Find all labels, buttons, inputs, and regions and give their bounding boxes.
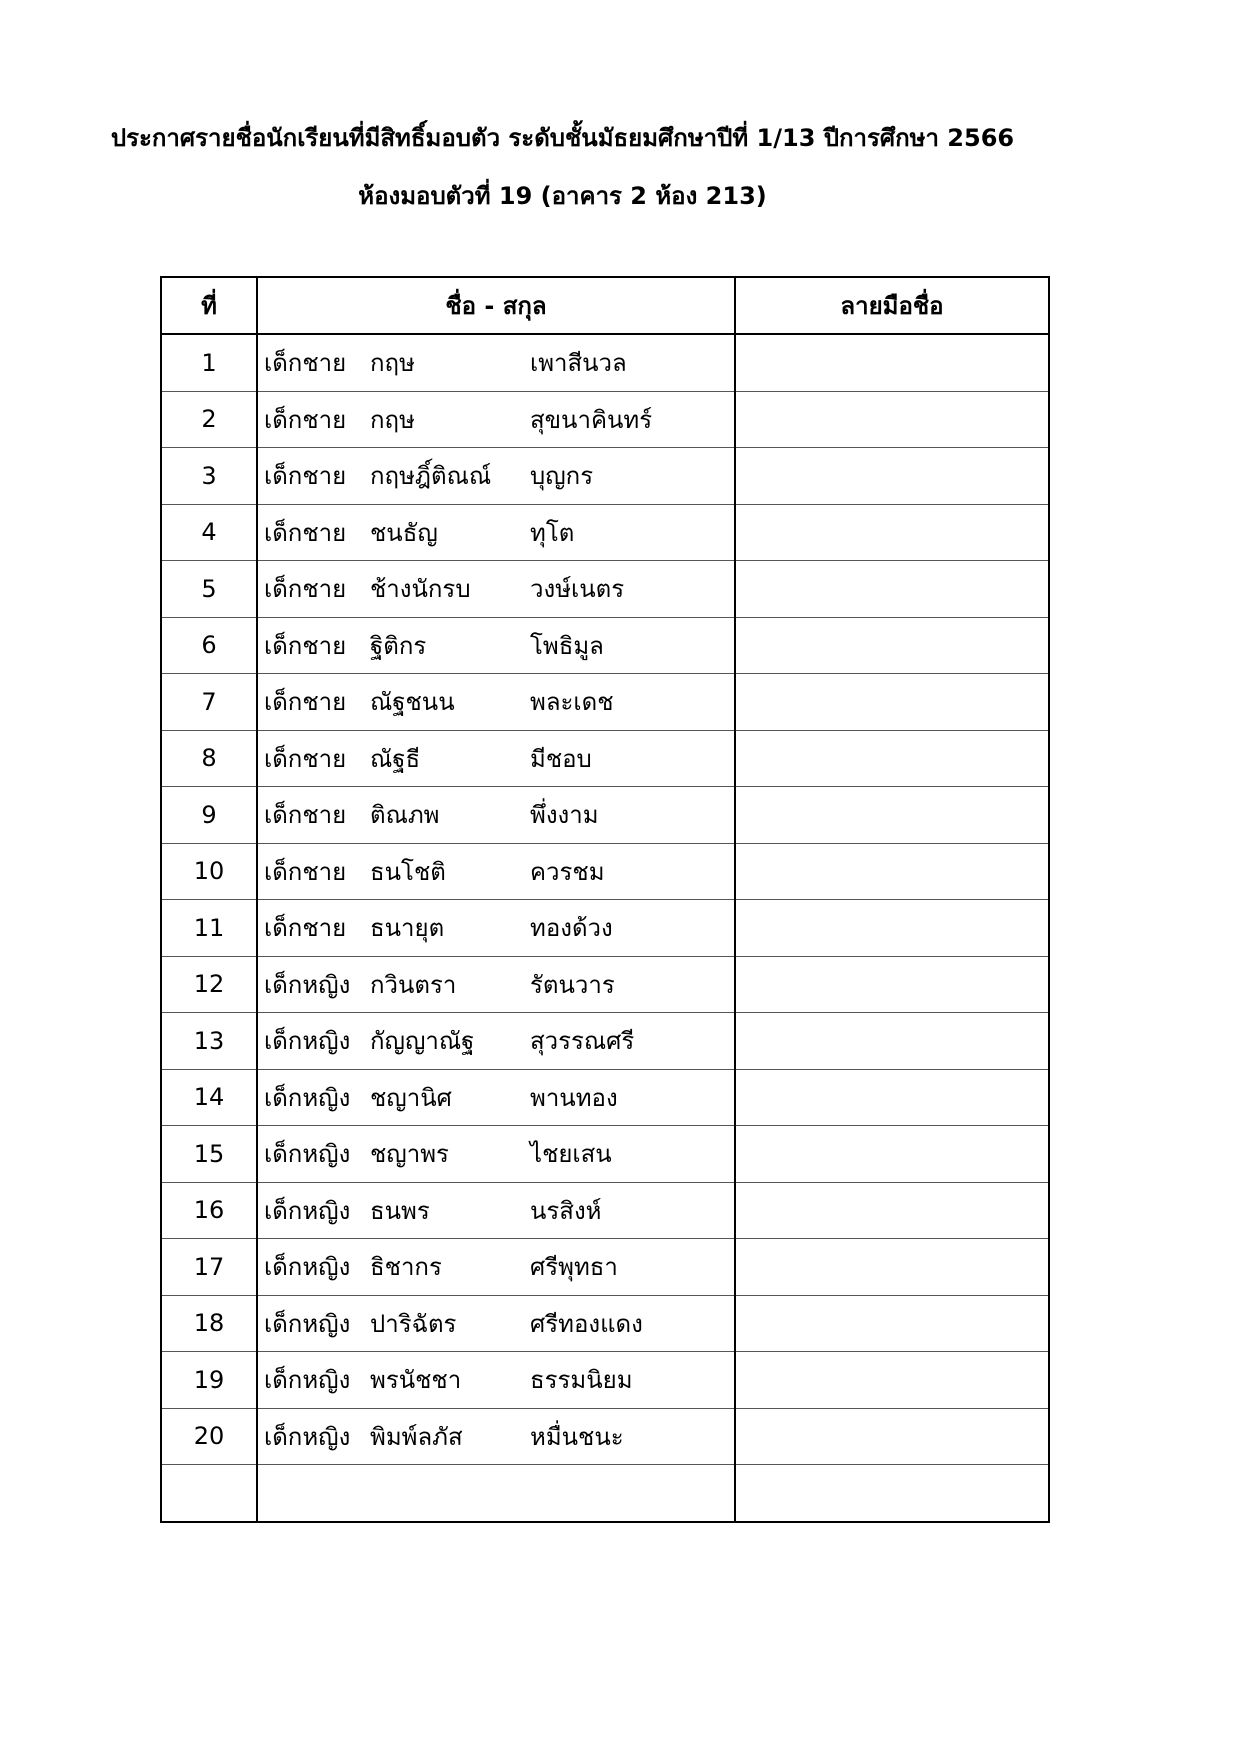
student-name-cell — [257, 1465, 735, 1522]
row-number: 18 — [161, 1295, 257, 1352]
first-name: ชญานิศ — [370, 1083, 452, 1112]
row-number: 20 — [161, 1408, 257, 1465]
table-row — [161, 1239, 1049, 1296]
signature-cell — [735, 504, 1049, 561]
table-row — [161, 334, 1049, 391]
first-name: ปาริฉัตร — [370, 1309, 457, 1338]
row-number: 10 — [161, 843, 257, 900]
first-name: ฐิติกร — [370, 631, 427, 660]
signature-cell — [735, 843, 1049, 900]
row-number: 8 — [161, 730, 257, 787]
signature-cell — [735, 617, 1049, 674]
table-row — [161, 1013, 1049, 1070]
signature-cell — [735, 1465, 1049, 1522]
row-number: 2 — [161, 391, 257, 448]
signature-cell — [735, 900, 1049, 957]
table-row — [161, 617, 1049, 674]
table-row — [161, 1465, 1049, 1522]
last-name: พึ่งงาม — [530, 801, 599, 830]
student-name-cell — [257, 674, 735, 731]
student-name-cell — [257, 1239, 735, 1296]
first-name: กฤษ — [370, 349, 415, 378]
first-name: ณัฐชนน — [370, 688, 455, 717]
student-name-cell — [257, 1182, 735, 1239]
signature-cell — [735, 334, 1049, 391]
name-prefix: เด็กหญิง — [264, 1140, 351, 1169]
first-name: กวินตรา — [370, 970, 457, 999]
last-name: นรสิงห์ — [530, 1196, 602, 1225]
signature-cell — [735, 787, 1049, 844]
first-name: กฤษ — [370, 405, 415, 434]
signature-cell — [735, 1295, 1049, 1352]
name-prefix: เด็กชาย — [264, 688, 347, 717]
name-prefix: เด็กชาย — [264, 405, 347, 434]
first-name: ติณภพ — [370, 801, 440, 830]
signature-cell — [735, 1013, 1049, 1070]
table-row — [161, 1069, 1049, 1126]
row-number: 15 — [161, 1126, 257, 1183]
last-name: ธรรมนิยม — [530, 1366, 633, 1395]
name-prefix: เด็กชาย — [264, 914, 347, 943]
last-name: บุญกร — [530, 462, 594, 491]
table-row — [161, 1408, 1049, 1465]
student-name-cell — [257, 956, 735, 1013]
name-prefix: เด็กหญิง — [264, 1196, 351, 1225]
table-row — [161, 1295, 1049, 1352]
signature-cell — [735, 730, 1049, 787]
student-name-cell — [257, 1126, 735, 1183]
table-row — [161, 504, 1049, 561]
first-name: ชญาพร — [370, 1140, 449, 1169]
signature-cell — [735, 391, 1049, 448]
last-name: เพาสีนวล — [530, 349, 627, 378]
student-name-cell — [257, 391, 735, 448]
first-name: ณัฐธี — [370, 744, 421, 773]
header-full-name: ชื่อ - สกุล — [257, 277, 735, 334]
name-prefix: เด็กหญิง — [264, 1366, 351, 1395]
name-prefix: เด็กหญิง — [264, 1422, 351, 1451]
row-number: 1 — [161, 334, 257, 391]
last-name: รัตนวาร — [530, 970, 615, 999]
first-name: ชนธัญ — [370, 518, 438, 547]
signature-cell — [735, 1182, 1049, 1239]
name-prefix: เด็กหญิง — [264, 1083, 351, 1112]
row-number: 5 — [161, 561, 257, 618]
name-prefix: เด็กชาย — [264, 349, 347, 378]
row-number: 6 — [161, 617, 257, 674]
row-number: 9 — [161, 787, 257, 844]
first-name: พรนัชชา — [370, 1366, 462, 1395]
table-row — [161, 843, 1049, 900]
student-name-cell — [257, 1352, 735, 1409]
student-name-cell — [257, 843, 735, 900]
last-name: ไชยเสน — [530, 1140, 612, 1169]
last-name: ศรีทองแดง — [530, 1309, 643, 1338]
announcement-title: ประกาศรายชื่อนักเรียนที่มีสิทธิ์มอบตัว ระดับชั้นมัธยมศึกษาปีที่ 1/13 ปีการศึกษา 2566 — [110, 124, 1015, 152]
table-row — [161, 561, 1049, 618]
signature-cell — [735, 956, 1049, 1013]
table-header-row — [161, 277, 1049, 334]
name-prefix: เด็กชาย — [264, 462, 347, 491]
row-number: 17 — [161, 1239, 257, 1296]
row-number: 14 — [161, 1069, 257, 1126]
row-number: 4 — [161, 504, 257, 561]
table-body — [161, 334, 1049, 1522]
first-name: ช้างนักรบ — [370, 575, 471, 604]
header-number: ที่ — [161, 277, 257, 334]
last-name: ศรีพุทธา — [530, 1253, 618, 1282]
last-name: วงษ์เนตร — [530, 575, 625, 604]
name-prefix: เด็กชาย — [264, 518, 347, 547]
last-name: ควรชม — [530, 857, 605, 886]
row-number: 3 — [161, 448, 257, 505]
student-name-cell — [257, 1013, 735, 1070]
signature-cell — [735, 1408, 1049, 1465]
table-row — [161, 1182, 1049, 1239]
last-name: พละเดช — [530, 688, 614, 717]
first-name: กัญญาณัฐ — [370, 1027, 475, 1056]
last-name: สุขนาคินทร์ — [530, 405, 653, 434]
first-name: ธนายุต — [370, 914, 445, 943]
row-number: 11 — [161, 900, 257, 957]
name-prefix: เด็กชาย — [264, 857, 347, 886]
student-name-cell — [257, 561, 735, 618]
row-number: 7 — [161, 674, 257, 731]
student-roster-table — [160, 276, 1050, 1523]
last-name: ทุโต — [530, 518, 575, 547]
signature-cell — [735, 1239, 1049, 1296]
student-name-cell — [257, 1295, 735, 1352]
student-name-cell — [257, 787, 735, 844]
row-number: 13 — [161, 1013, 257, 1070]
row-number: 19 — [161, 1352, 257, 1409]
last-name: โพธิมูล — [530, 631, 604, 660]
row-number — [161, 1465, 257, 1522]
table-row — [161, 787, 1049, 844]
student-name-cell — [257, 448, 735, 505]
student-name-cell — [257, 504, 735, 561]
student-name-cell — [257, 1408, 735, 1465]
name-prefix: เด็กชาย — [264, 801, 347, 830]
first-name: พิมพ์ลภัส — [370, 1422, 463, 1451]
last-name: พานทอง — [530, 1083, 618, 1112]
last-name: สุวรรณศรี — [530, 1027, 635, 1056]
last-name: หมื่นชนะ — [530, 1422, 624, 1451]
student-name-cell — [257, 334, 735, 391]
table-row — [161, 448, 1049, 505]
student-name-cell — [257, 617, 735, 674]
name-prefix: เด็กชาย — [264, 631, 347, 660]
signature-cell — [735, 674, 1049, 731]
student-name-cell — [257, 730, 735, 787]
signature-cell — [735, 1352, 1049, 1409]
signature-cell — [735, 561, 1049, 618]
name-prefix: เด็กชาย — [264, 575, 347, 604]
first-name: ธนโชติ — [370, 857, 446, 886]
first-name: ธนพร — [370, 1196, 430, 1225]
name-prefix: เด็กหญิง — [264, 1027, 351, 1056]
name-prefix: เด็กชาย — [264, 744, 347, 773]
row-number: 16 — [161, 1182, 257, 1239]
table-row — [161, 900, 1049, 957]
table-row — [161, 730, 1049, 787]
row-number: 12 — [161, 956, 257, 1013]
header-signature: ลายมือชื่อ — [735, 277, 1049, 334]
student-name-cell — [257, 1069, 735, 1126]
first-name: ธิชากร — [370, 1253, 442, 1282]
name-prefix: เด็กหญิง — [264, 1253, 351, 1282]
room-subtitle: ห้องมอบตัวที่ 19 (อาคาร 2 ห้อง 213) — [358, 182, 767, 210]
table-row — [161, 956, 1049, 1013]
table-row — [161, 1126, 1049, 1183]
table-row — [161, 391, 1049, 448]
student-name-cell — [257, 900, 735, 957]
name-prefix: เด็กหญิง — [264, 970, 351, 999]
signature-cell — [735, 1126, 1049, 1183]
last-name: ทองด้วง — [530, 914, 613, 943]
table-row — [161, 1352, 1049, 1409]
table-row — [161, 674, 1049, 731]
last-name: มีชอบ — [530, 744, 592, 773]
signature-cell — [735, 1069, 1049, 1126]
signature-cell — [735, 448, 1049, 505]
name-prefix: เด็กหญิง — [264, 1309, 351, 1338]
first-name: กฤษฎิ์ติณณ์ — [370, 462, 492, 491]
